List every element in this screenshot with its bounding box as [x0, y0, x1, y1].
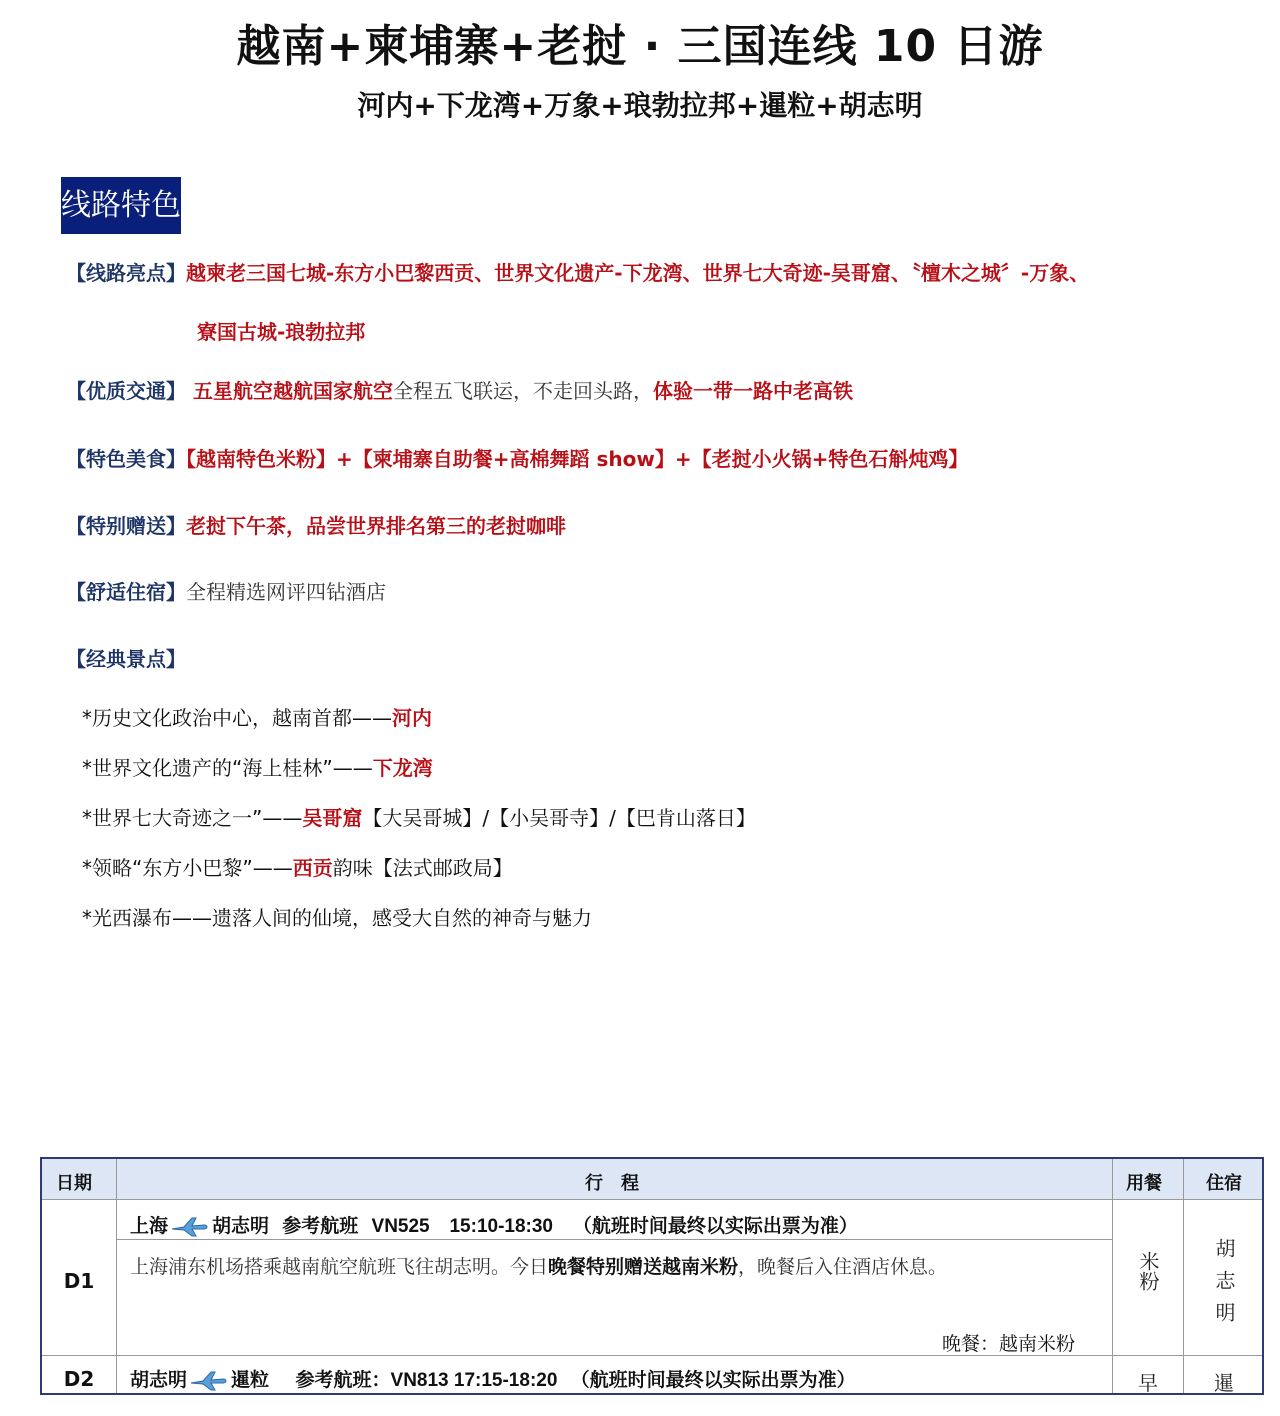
d2-hotel: 暹	[1214, 1371, 1234, 1395]
page-subtitle: 河内+下龙湾+万象+琅勃拉邦+暹粒+胡志明	[357, 89, 923, 122]
spot-item: *领略“东方小巴黎”——西贡韵味【法式邮政局】	[82, 856, 513, 880]
route-text: 越柬老三国七城-东方小巴黎西贡、世界文化遗产-下龙湾、世界七大奇迹-吴哥窟、〝檀木之城〞-万象、	[186, 261, 1090, 285]
spots-label: 【经典景点】	[66, 647, 186, 671]
highlight-route-cont	[197, 318, 365, 346]
d1-dinner: 晚餐：越南米粉	[942, 1333, 1076, 1355]
page-title: 越南+柬埔寨+老挝 · 三国连线 10 日游	[236, 21, 1044, 72]
col-divider	[116, 1159, 117, 1393]
header-itinerary: 行 程	[585, 1173, 639, 1194]
airplane-icon	[189, 1369, 229, 1393]
highlight-spots	[66, 645, 186, 673]
route-label: 【线路亮点】	[66, 261, 186, 285]
hotel-text: 全程精选网评四钻酒店	[186, 580, 386, 604]
spot-item: *世界七大奇迹之一”——吴哥窟【大吴哥城】/【小吴哥寺】/【巴肯山落日】	[82, 806, 756, 830]
spot-item: *历史文化政治中心，越南首都——河内	[82, 706, 432, 730]
spot-item: *世界文化遗产的“海上桂林”——下龙湾	[82, 756, 433, 780]
d1-flight-line: 上海 胡志明 参考航班 VN525 15:10-18:30 （航班时间最终以实际出票为准）	[130, 1215, 858, 1237]
day-d1: D1	[63, 1269, 95, 1293]
traffic-red-1: 五星航空越航国家航空	[192, 379, 393, 403]
d1-meals: 米粉	[1136, 1251, 1160, 1291]
d2-meals: 早	[1138, 1371, 1158, 1395]
d1-hotel: 胡志明	[1212, 1238, 1236, 1334]
hotel-label: 【舒适住宿】	[66, 580, 186, 604]
traffic-red-2: 体验一带一路中老高铁	[652, 379, 853, 403]
features-heading: 线路特色	[61, 177, 181, 234]
food-text: 【越南特色米粉】+【柬埔寨自助餐+高棉舞蹈 show】+【老挝小火锅+特色石斛炖鸡】	[186, 447, 969, 471]
d2-flight-line: 胡志明 暹粒 参考航班：VN813 17:15-18:20 （航班时间最终以实际出票为准）	[130, 1369, 856, 1391]
airplane-icon	[170, 1215, 210, 1239]
highlight-hotel	[66, 578, 386, 606]
gift-text: 老挝下午茶，品尝世界排名第三的老挝咖啡	[186, 514, 566, 538]
highlight-traffic	[66, 377, 853, 405]
traffic-label: 【优质交通】	[66, 379, 186, 403]
highlight-food	[66, 445, 968, 473]
route-text-2: 寮国古城-琅勃拉邦	[197, 320, 366, 344]
d1-divider	[117, 1239, 1112, 1240]
header-hotel: 住宿	[1206, 1173, 1242, 1194]
header-meals: 用餐	[1126, 1173, 1162, 1194]
highlight-route	[66, 259, 1089, 287]
itinerary-table	[40, 1157, 1264, 1395]
highlight-gift	[66, 512, 566, 540]
gift-label: 【特别赠送】	[66, 514, 186, 538]
spot-item: *光西瀑布——遗落人间的仙境，感受大自然的神奇与魅力	[82, 906, 592, 930]
traffic-plain: 全程五飞联运，不走回头路，	[392, 379, 653, 403]
day-d2: D2	[63, 1367, 95, 1391]
header-date: 日期	[56, 1173, 92, 1194]
d1-description: 上海浦东机场搭乘越南航空航班飞往胡志明。今日晚餐特别赠送越南米粉，晚餐后入住酒店休息。	[130, 1256, 948, 1278]
food-label: 【特色美食】	[66, 447, 186, 471]
table-header	[42, 1159, 1262, 1200]
row-divider	[42, 1355, 1262, 1356]
